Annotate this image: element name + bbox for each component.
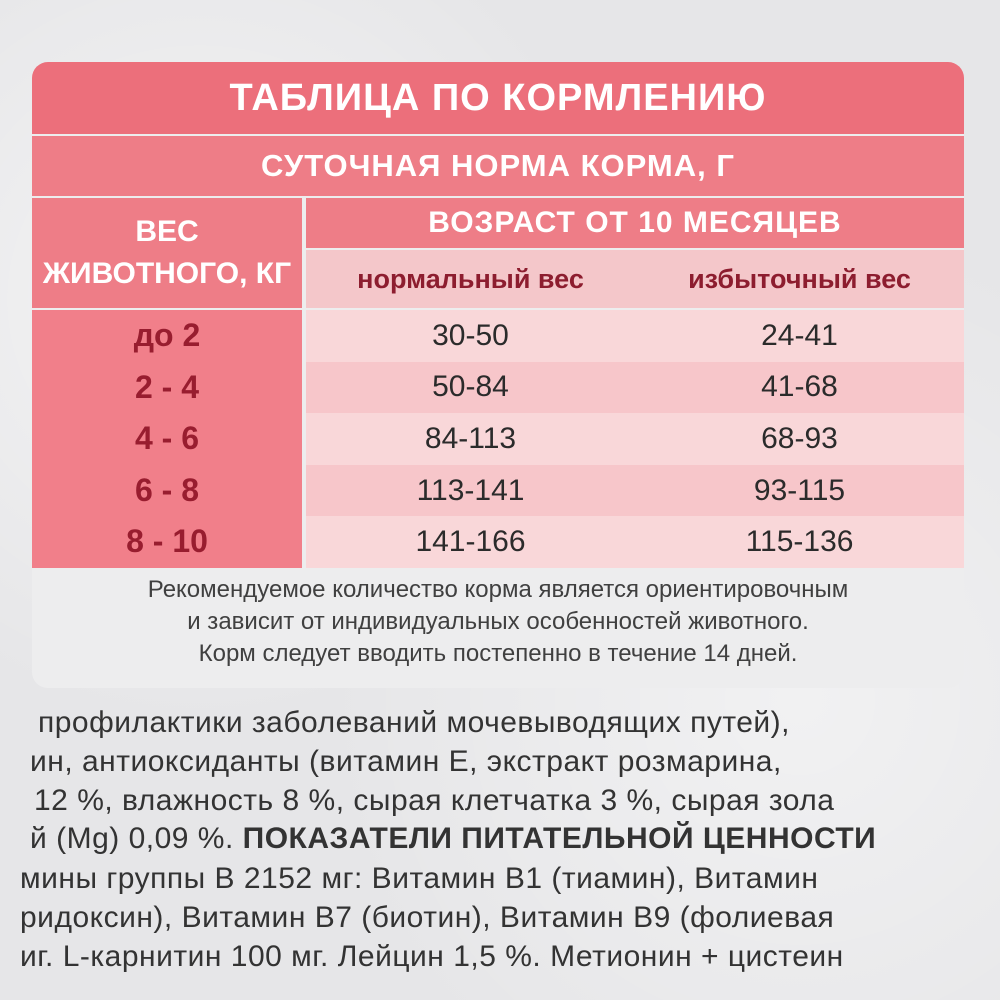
overweight-cell: 68-93 [761, 421, 838, 455]
table-title: ТАБЛИЦА ПО КОРМЛЕНИЮ [32, 62, 964, 134]
weight-cell: 8 - 10 [126, 523, 208, 560]
note-line: Рекомендуемое количество корма является ориентировочным [147, 576, 849, 603]
note-line: и зависит от индивидуальных особенностей животного. [187, 608, 809, 635]
feeding-table-card [32, 62, 964, 688]
column-subheaders [306, 250, 964, 308]
ingredients-line: ридоксин), Витамин В7 (биотин), Витамин В9 (фолиевая [20, 901, 835, 934]
weight-header-line-1: ВЕС [135, 215, 199, 248]
weight-column-header [32, 198, 302, 308]
ingredients-line: профилактики заболеваний мочевыводящих путей), [38, 706, 790, 739]
ingredients-text [0, 700, 1000, 1000]
table-row [306, 362, 964, 414]
normal-weight-cell: 141-166 [415, 525, 526, 559]
ingredients-line: мины группы В 2152 мг: Витамин В1 (тиамин), Витамин [20, 862, 819, 895]
nutritional-value-heading: ПОКАЗАТЕЛИ ПИТАТЕЛЬНОЙ ЦЕННОСТИ [242, 822, 877, 855]
feeding-note [32, 574, 964, 670]
ingredients-line: иг. L-карнитин 100 мг. Лейцин 1,5 %. Метионин + цистеин [20, 940, 844, 973]
weight-cell: до 2 [133, 317, 201, 353]
ingredients-line: 12 %, влажность 8 %, сырая клетчатка 3 %, сырая зола [34, 784, 835, 817]
table-subtitle: СУТОЧНАЯ НОРМА КОРМА, Г [32, 136, 964, 196]
ingredients-line: ин, антиоксиданты (витамин Е, экстракт розмарина, [30, 745, 782, 778]
overweight-cell: 115-136 [745, 525, 854, 559]
ingredients-line-text: й (Mg) 0,09 %. [30, 822, 243, 855]
overweight-cell: 41-68 [761, 370, 838, 404]
overweight-header: избыточный вес [688, 263, 911, 294]
weight-cell: 4 - 6 [134, 420, 200, 457]
weight-header-line-2: ЖИВОТНОГО, КГ [42, 257, 292, 290]
normal-weight-cell: 84-113 [424, 421, 517, 455]
table-row [306, 465, 964, 517]
normal-weight-cell: 50-84 [432, 370, 509, 404]
table-body [306, 310, 964, 568]
table-row [306, 310, 964, 362]
overweight-cell: 93-115 [753, 473, 846, 507]
note-line: Корм следует вводить постепенно в течение 14 дней. [198, 640, 798, 667]
normal-weight-header: нормальный вес [357, 263, 584, 294]
normal-weight-cell: 30-50 [432, 318, 509, 352]
weight-cell: 2 - 4 [134, 368, 200, 405]
overweight-cell: 24-41 [761, 318, 838, 352]
table-row [306, 413, 964, 465]
weight-column [32, 310, 302, 568]
table-row [306, 516, 964, 568]
normal-weight-cell: 113-141 [416, 473, 525, 507]
ingredients-line [30, 822, 876, 856]
weight-cell: 6 - 8 [134, 471, 200, 508]
age-header: ВОЗРАСТ ОТ 10 МЕСЯЦЕВ [306, 198, 964, 248]
